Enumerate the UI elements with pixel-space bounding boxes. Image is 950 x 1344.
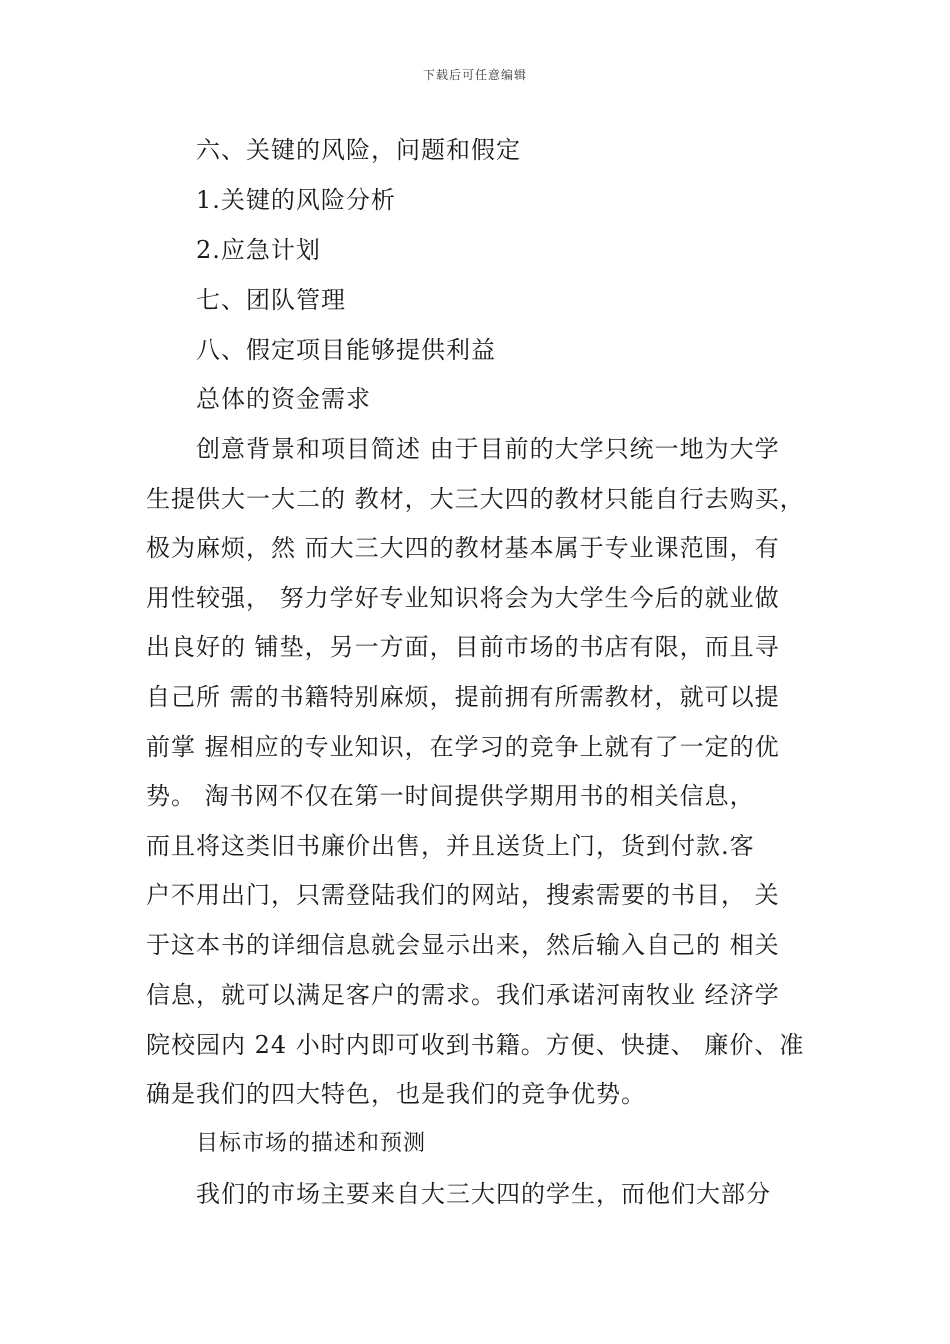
heading-risks: 六、关键的风险，问题和假定 [196,136,521,164]
paragraph-line: 创意背景和项目简述 由于目前的大学只统一地为大学 [196,435,780,463]
paragraph-line: 我们的市场主要来自大三大四的学生，而他们大部分 [196,1180,771,1208]
paragraph-line: 出良好的 铺垫，另一方面，目前市场的书店有限，而且寻 [146,633,780,661]
heading-funding: 总体的资金需求 [196,385,371,413]
paragraph-line: 势。 淘书网不仅在第一时间提供学期用书的相关信息， [146,782,755,810]
paragraph-line: 而且将这类旧书廉价出售，并且送货上门，货到付款.客 [146,832,755,860]
heading-contingency: 2.应急计划 [196,236,321,264]
heading-benefits: 八、假定项目能够提供利益 [196,336,496,364]
paragraph-line: 确是我们的四大特色，也是我们的竞争优势。 [146,1080,646,1108]
paragraph-line: 信息，就可以满足客户的需求。我们承诺河南牧业 经济学 [146,981,780,1009]
page-header-note: 下载后可任意编辑 [422,68,527,82]
paragraph-line: 生提供大一大二的 教材，大三大四的教材只能自行去购买， [146,485,805,513]
heading-target-market: 目标市场的描述和预测 [196,1131,427,1156]
paragraph-line: 院校园内 24 小时内即可收到书籍。方便、快捷、 廉价、准 [146,1031,805,1059]
paragraph-line: 自己所 需的书籍特别麻烦，提前拥有所需教材，就可以提 [146,683,780,711]
heading-team: 七、团队管理 [196,286,346,314]
paragraph-line: 户不用出门，只需登陆我们的网站，搜索需要的书目， 关 [146,881,780,909]
paragraph-line: 于这本书的详细信息就会显示出来，然后输入自己的 相关 [146,931,780,959]
paragraph-line: 极为麻烦，然 而大三大四的教材基本属于专业课范围，有 [146,534,780,562]
paragraph-line: 用性较强， 努力学好专业知识将会为大学生今后的就业做 [146,584,780,612]
heading-risk-analysis: 1.关键的风险分析 [196,186,396,214]
paragraph-line: 前掌 握相应的专业知识，在学习的竞争上就有了一定的优 [146,733,780,761]
